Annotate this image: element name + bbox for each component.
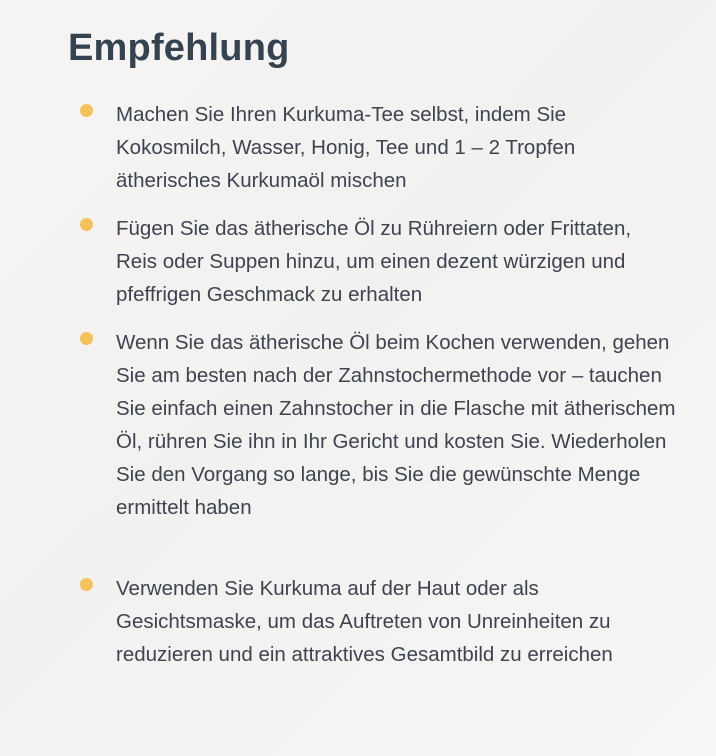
list-item-text: Machen Sie Ihren Kurkuma-Tee selbst, indem Sie Kokosmilch, Wasser, Honig, Tee und 1 – 2 Tropfen ätherisches Kurkumaöl mischen bbox=[116, 103, 576, 192]
bullet-icon bbox=[80, 218, 93, 231]
bullet-icon bbox=[80, 104, 93, 117]
bullet-icon bbox=[80, 332, 93, 345]
list-item-text: Wenn Sie das ätherische Öl beim Kochen verwenden, gehen Sie am besten nach der Zahnstochermethode vor – tauchen Sie einfach einen Zahnstocher in die Flasche mit ätherischem Öl, rühren Sie ihn in Ihr Gericht und kosten Sie. Wiederholen Sie den Vorgang so lange, bis Sie die gewünschte Menge ermittelt haben bbox=[116, 331, 676, 519]
section-heading: Empfehlung bbox=[68, 27, 290, 69]
list-item-text: Verwenden Sie Kurkuma auf der Haut oder als Gesichtsmaske, um das Auftreten von Unreinheiten zu reduzieren und ein attraktives Gesamtbild zu erreichen bbox=[116, 577, 613, 666]
bullet-icon bbox=[80, 578, 93, 591]
list-item-text: Fügen Sie das ätherische Öl zu Rühreiern oder Frittaten, Reis oder Suppen hinzu, um einen dezent würzigen und pfeffrigen Geschmack zu erhalten bbox=[116, 217, 632, 306]
